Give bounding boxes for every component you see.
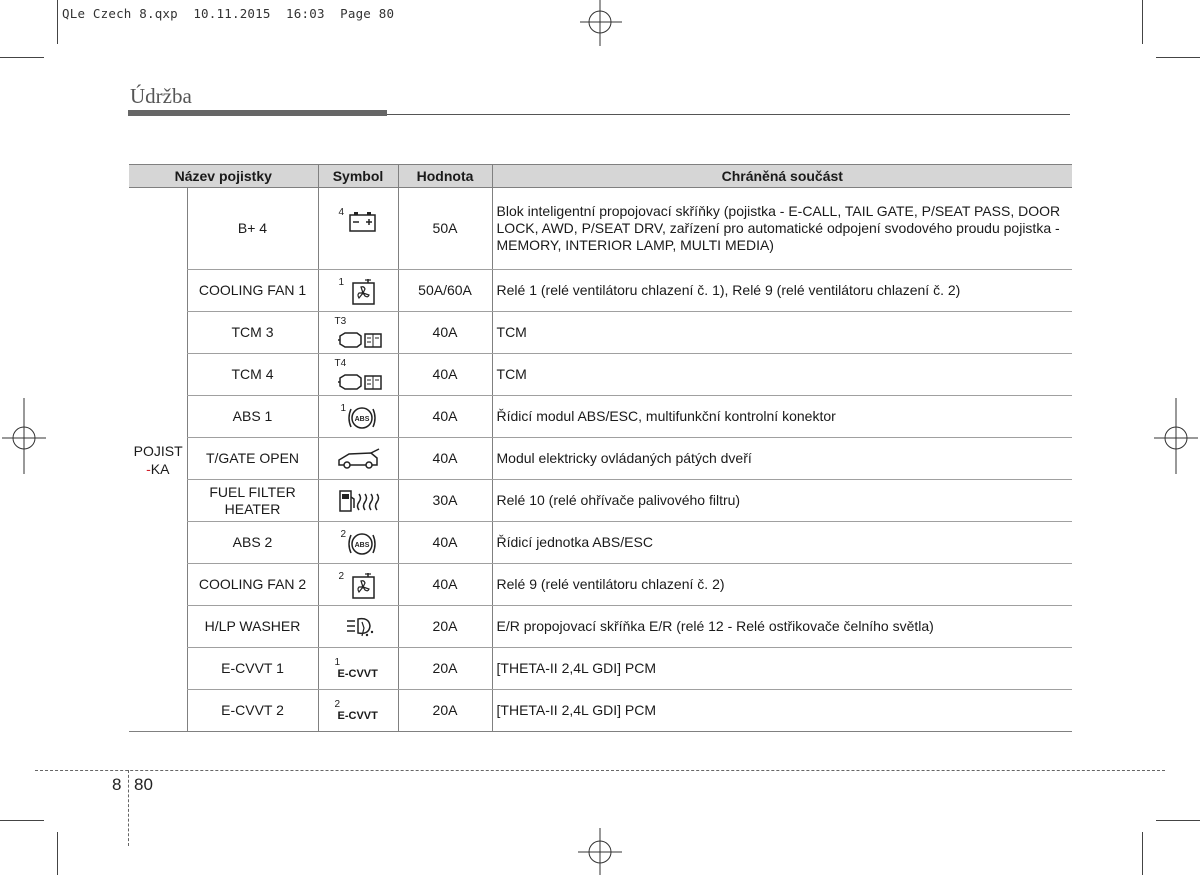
fuse-symbol: 1	[318, 270, 398, 312]
table-row	[129, 606, 1072, 648]
fuse-name: H/LP WASHER	[187, 606, 318, 648]
fuse-name: TCM 4	[187, 354, 318, 396]
fuse-table	[129, 164, 1072, 732]
fuse-value: 50A	[398, 188, 492, 270]
crop-mark	[1142, 832, 1143, 875]
e-cvvt-symbol-label: E-CVVT	[337, 668, 378, 680]
fuse-name: COOLING FAN 2	[187, 564, 318, 606]
crop-mark	[57, 832, 58, 875]
fuse-symbol: 2	[318, 564, 398, 606]
table-row	[129, 522, 1072, 564]
fuse-name: E-CVVT 1	[187, 648, 318, 690]
crop-mark	[0, 820, 44, 821]
table-row	[129, 690, 1072, 732]
table-row	[129, 396, 1072, 438]
fuse-symbol	[318, 606, 398, 648]
registration-mark-icon	[570, 0, 630, 56]
fuse-name: B+ 4	[187, 188, 318, 270]
column-header-value: Hodnota	[398, 165, 492, 188]
fuse-component: Relé 9 (relé ventilátoru chlazení č. 2)	[492, 564, 1072, 606]
fuse-name: COOLING FAN 1	[187, 270, 318, 312]
cooling-fan-icon	[350, 572, 378, 600]
crop-mark	[1156, 820, 1200, 821]
fuse-name: ABS 2	[187, 522, 318, 564]
crop-mark	[1142, 0, 1143, 44]
fuse-symbol: 2 E-CVVT	[318, 690, 398, 732]
e-cvvt-symbol-label: E-CVVT	[337, 710, 378, 722]
fuse-value: 20A	[398, 648, 492, 690]
fuse-value: 40A	[398, 438, 492, 480]
table-row	[129, 648, 1072, 690]
fuse-symbol: 4	[318, 188, 398, 270]
fuse-name: E-CVVT 2	[187, 690, 318, 732]
fuse-component: Modul elektricky ovládaných pátých dveří	[492, 438, 1072, 480]
svg-text:ABS: ABS	[354, 542, 369, 549]
registration-mark-icon	[570, 824, 630, 875]
crop-mark	[1156, 57, 1200, 58]
fuse-component: [THETA-II 2,4L GDI] PCM	[492, 648, 1072, 690]
fuse-symbol	[318, 438, 398, 480]
transmission-icon	[337, 330, 383, 350]
fuse-symbol: T3	[318, 312, 398, 354]
fuse-value: 20A	[398, 690, 492, 732]
abs-icon	[346, 404, 378, 432]
fuse-symbol: 1 E-CVVT	[318, 648, 398, 690]
fuse-name: FUEL FILTER HEATER	[187, 480, 318, 522]
fuse-component: TCM	[492, 312, 1072, 354]
header-rule-accent	[128, 110, 387, 116]
fuse-value: 40A	[398, 564, 492, 606]
table-row	[129, 564, 1072, 606]
column-header-component: Chráněná součást	[492, 165, 1072, 188]
column-header-name: Název pojistky	[129, 165, 318, 188]
fuse-component: [THETA-II 2,4L GDI] PCM	[492, 690, 1072, 732]
table-row	[129, 480, 1072, 522]
fuse-name: ABS 1	[187, 396, 318, 438]
column-header-symbol: Symbol	[318, 165, 398, 188]
chapter-number: 8	[112, 775, 122, 794]
cooling-fan-icon	[350, 278, 378, 306]
table-row	[129, 354, 1072, 396]
tailgate-icon	[337, 448, 381, 470]
fuse-component: E/R propojovací skříňka E/R (relé 12 - Relé ostřikovače čelního světla)	[492, 606, 1072, 648]
fuse-component: Blok inteligentní propojovací skříňky (pojistka - E-CALL, TAIL GATE, P/SEAT PASS, DOOR LOCK, AWD, P/SEAT DRV, zařízení pro automatické odpojení svodového proudu pojistka - MEMORY, INTERIOR LAMP, MULTI MEDIA)	[492, 188, 1072, 270]
transmission-icon	[337, 372, 383, 392]
fuse-symbol: 1 ABS	[318, 396, 398, 438]
fuse-name: T/GATE OPEN	[187, 438, 318, 480]
fuse-component: Řídicí modul ABS/ESC, multifunkční kontrolní konektor	[492, 396, 1072, 438]
abs-icon	[346, 530, 378, 558]
fuse-group-label: POJIST-KA	[129, 188, 187, 732]
fuse-value: 50A/60A	[398, 270, 492, 312]
fuse-name: TCM 3	[187, 312, 318, 354]
fuse-component: Relé 1 (relé ventilátoru chlazení č. 1), Relé 9 (relé ventilátoru chlazení č. 2)	[492, 270, 1072, 312]
svg-text:ABS: ABS	[354, 416, 369, 423]
fuse-value: 40A	[398, 396, 492, 438]
footer-rule	[35, 770, 1165, 771]
table-row	[129, 270, 1072, 312]
registration-mark-icon	[1150, 396, 1200, 476]
registration-mark-icon	[0, 396, 50, 476]
fuse-value: 20A	[398, 606, 492, 648]
section-title: Údržba	[130, 84, 192, 108]
headlamp-washer-icon	[345, 616, 377, 638]
table-row	[129, 312, 1072, 354]
fuse-value: 40A	[398, 354, 492, 396]
table-row	[129, 438, 1072, 480]
battery-icon	[349, 211, 377, 233]
footer-divider	[128, 770, 129, 846]
crop-mark	[0, 57, 44, 58]
table-row	[129, 188, 1072, 270]
fuse-component: Řídicí jednotka ABS/ESC	[492, 522, 1072, 564]
page-number: 80	[134, 775, 153, 794]
fuse-component: TCM	[492, 354, 1072, 396]
fuse-component: Relé 10 (relé ohřívače palivového filtru)	[492, 480, 1072, 522]
fuse-symbol: 2 ABS	[318, 522, 398, 564]
fuse-value: 40A	[398, 522, 492, 564]
crop-mark	[57, 0, 58, 44]
fuse-value: 30A	[398, 480, 492, 522]
fuse-symbol	[318, 480, 398, 522]
fuse-symbol: T4	[318, 354, 398, 396]
fuel-heater-icon	[337, 488, 383, 514]
table-header-row	[129, 165, 1072, 188]
print-header: QLe Czech 8.qxp 10.11.2015 16:03 Page 80	[62, 6, 395, 21]
fuse-value: 40A	[398, 312, 492, 354]
